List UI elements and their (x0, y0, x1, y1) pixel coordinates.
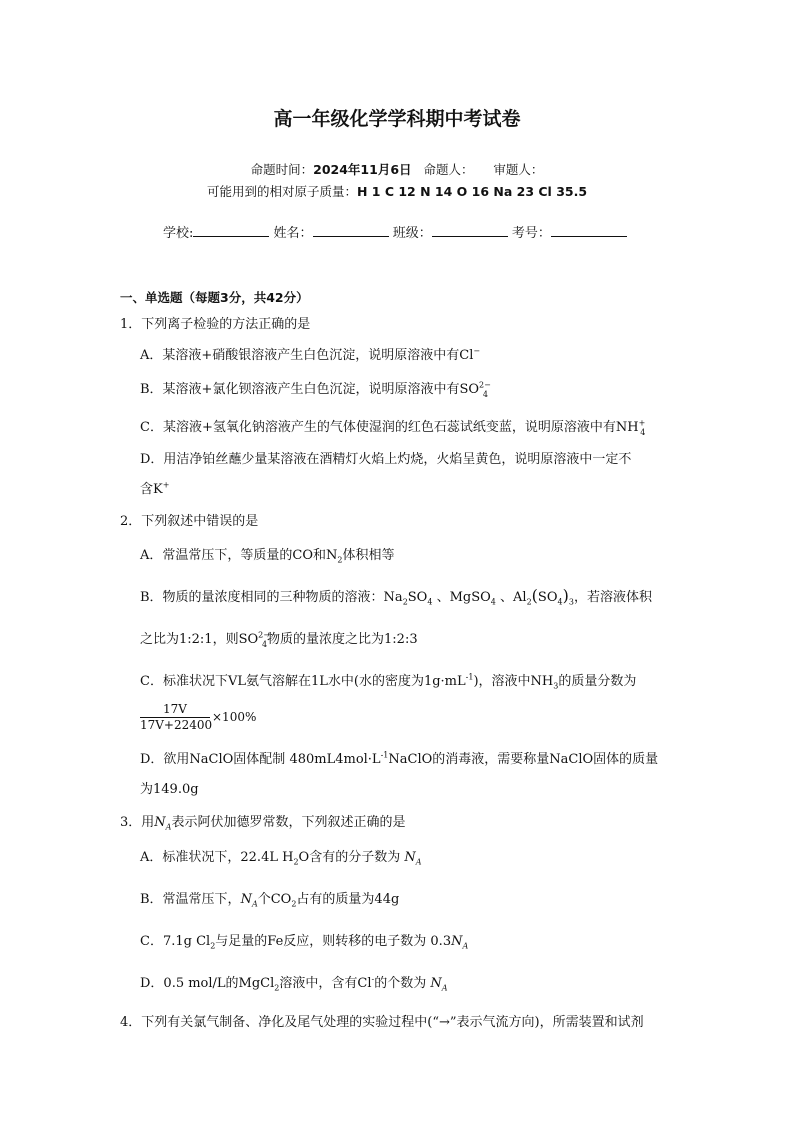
name-label: 姓名： (273, 226, 313, 241)
q2-option-a: A．常温常压下，等质量的CO和$N_2$体积相等 (140, 548, 395, 565)
exam-no-label: 考号： (511, 226, 551, 241)
page-title: 高一年级化学学科期中考试卷 (273, 108, 521, 130)
exam-meta-line-1: 命题时间：2024年11月6日 命题人： 审题人： (250, 162, 544, 177)
question-4-stem: 4．下列有关氯气制备、净化及尾气处理的实验过程中(“→”表示气流方向)，所需装置和试剂 (120, 1015, 644, 1030)
q2-option-d: D．欲用NaClO固体配制 $480mL4mol\cdot L^{-1}NaClO$的消毒液，需要称量NaClO固体的质量 (140, 750, 659, 767)
exam-meta-line-2: 可能用到的相对原子质量：H 1 C 12 N 14 O 16 Na 23 Cl 35.5 (206, 184, 588, 199)
class-blank[interactable] (432, 223, 508, 237)
name-blank[interactable] (313, 223, 389, 237)
atomic-masses: H 1 C 12 N 14 O 16 Na 23 Cl 35.5 (356, 184, 588, 199)
q1-option-c: C．某溶液+氢氧化钠溶液产生的气体使湿润的红色石蕊试纸变蓝，说明原溶液中有$NH^+_4$ (140, 418, 646, 437)
question-2-stem: 2．下列叙述中错误的是 (120, 514, 259, 529)
q3-option-d: D．0.5 mol/L的MgCl$_2$溶液中，含有Cl-的个数为 $N_A$ (140, 974, 448, 993)
class-label: 班级： (392, 226, 432, 241)
q3-option-c: C．7.1g $Cl_2$与足量的Fe反应，则转移的电子数为 $0.3N_A$ (140, 934, 469, 951)
school-blank[interactable] (193, 223, 269, 237)
question-3-stem: 3．用$N_A$表示阿伏加德罗常数，下列叙述正确的是 (120, 815, 406, 832)
q2-option-b: B．物质的量浓度相同的三种物质的溶液：$Na_2SO_4$ 、MgSO$_4$ 、$Al_2(SO_4)_3$，若溶液体积 (140, 586, 652, 607)
exam-date: 2024年11月6日 (313, 162, 412, 177)
q3-option-b: B．常温常压下，$N_A$个$CO_2$占有的质量为44g (140, 892, 400, 909)
exam-no-blank[interactable] (551, 223, 627, 237)
q2-option-b-cont: 之比为1:2:1，则$SO^{2-}_4$物质的量浓度之比为1:2:3 (140, 630, 418, 649)
mass-fraction-formula: 17V 17V+22400 ×100% (140, 702, 257, 732)
student-info-fields (163, 222, 627, 241)
q2-option-d-cont: 为149.0g (140, 782, 199, 797)
question-1-stem: 1．下列离子检验的方法正确的是 (120, 317, 311, 332)
q3-option-a: A．标准状况下，22.4L $H_2O$含有的分子数为 $N_A$ (140, 850, 422, 867)
q1-option-b: B．某溶液+氯化钡溶液产生白色沉淀，说明原溶液中有$SO^{2-}_4$ (140, 380, 491, 399)
q1-option-d: D．用洁净铂丝蘸少量某溶液在酒精灯火焰上灼烧，火焰呈黄色，说明原溶液中一定不 (140, 452, 632, 467)
q1-option-a: A．某溶液+硝酸银溶液产生白色沉淀，说明原溶液中有Cl− (140, 346, 481, 363)
q1-option-d-cont: 含K+ (140, 480, 170, 497)
section-heading: 一、单选题（每题3分，共42分） (120, 290, 309, 305)
q2-option-c: C．标准状况下VL氨气溶解在1L水中(水的密度为$1g\cdot mL^{-1}$)，溶液中$NH_3$的质量分数为 (140, 672, 637, 691)
school-label: 学校: (163, 226, 194, 241)
